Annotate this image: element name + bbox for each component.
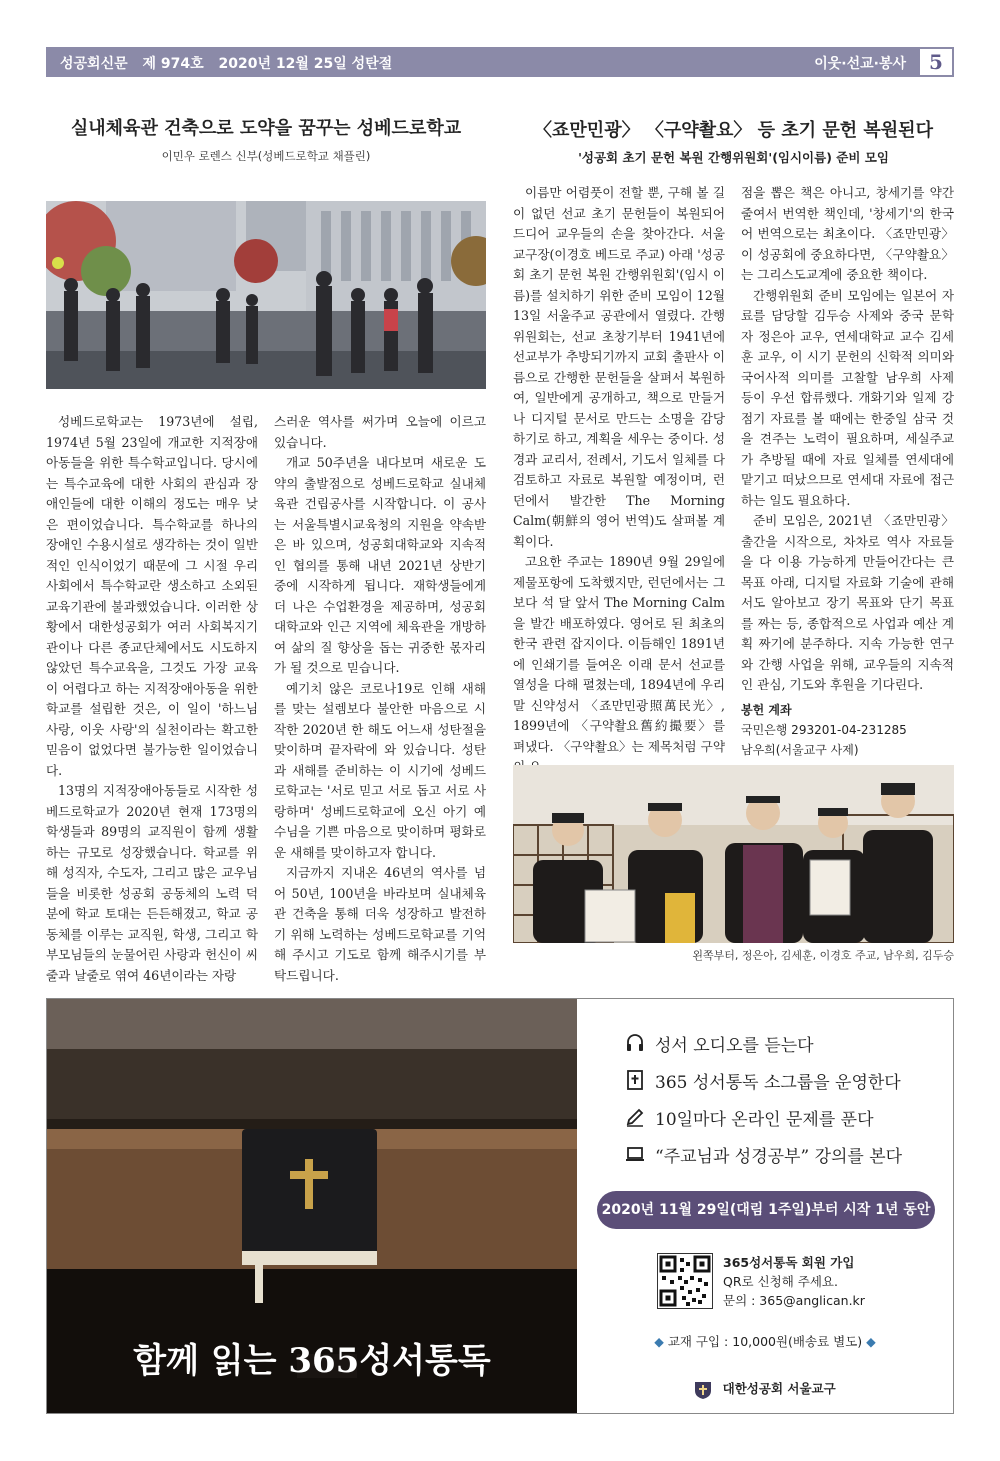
article2-paragraph: 이름만 어렴풋이 전할 뿐, 구해 볼 길이 없던 선교 초기 문헌들이 복원되어 드디어 교우들의 손을 찾아간다. 서울교구장(이경호 베드로 주교) 아래 '성공회 초기 문헌 복원 간행위원회'(임시 이름)를 설치하기 위한 준비 모임이 12월 13일 서울주교 공관에서 열렸다. 간행위원회는, 선교 초창기부터 1941년에 선교부가 추방되기까지 교회 출판사 이름으로 간행한 문헌들을 살펴서 복원하여, 일반에게 공개하고, 책으로 만들거나 디지털 문서로 만드는 소명을 감당하기로 하고, 계획을 세우는 중이다. 성경과 교리서, 전례서, 기도서 일체를 다 검토하고 자료로 복원할 예정이며, 런던에서 발간한 The Morning Calm(朝鮮의 영어 번역)도 살펴볼 계획이다.	[513, 185, 725, 549]
organization	[577, 1379, 953, 1400]
pencil-icon	[625, 1107, 645, 1127]
headphones-icon	[625, 1033, 645, 1053]
join-contact[interactable]: 문의 : 365@anglican.kr	[723, 1293, 865, 1308]
article1-paragraph: 지금까지 지내온 46년의 역사를 넘어 50년, 100년을 바라보며 실내체육관 건축을 통해 더욱 성장하고 발전하기 위해 노력하는 성베드로학교를 기억해 주시고 기도로 함께 해주시기를 부탁드립니다.	[274, 865, 486, 983]
article1-column-2	[274, 412, 486, 986]
bank-account: 국민은행 293201-04-231285	[741, 722, 907, 737]
article2-paragraph: 간행위원회 준비 모임에는 일본어 자료를 담당할 김두승 사제와 중국 문학자 정은아 교우, 연세대학교 교수 김세훈 교우, 이 시기 문헌의 신학적 의미와 국어사적 의미를 고찰할 남우희 사제 등이 우선 합류했다. 개화기와 일제 강점기 자료를 볼 때에는 한중일 삼국 것을 견주는 노력이 필요하며, 세실주교가 추방될 때에 자료 일체를 연세대에 맡기고 떠났으므로 연세대 자료에 접근하는 일도 필요하다.	[741, 287, 954, 508]
diocese-seal-icon	[694, 1380, 712, 1400]
school-photo-illustration	[46, 201, 486, 389]
article1-paragraph: 13명의 지적장애아동들로 시작한 성베드로학교가 2020년 현재 173명의 학생들과 89명의 교직원이 함께 생활하는 규모로 성장했습니다. 학교를 위해 성직자, 수도자, 그리고 많은 교우님들을 비롯한 성공회 공동체의 노력 덕분에 학교 토대는 든든해졌고, 학교 공동체를 이루는 교직원, 학생, 그리고 학부모님들의 눈물어린 사랑과 헌신이 씨줄과 날줄로 엮여 46년이라는 자랑	[46, 783, 258, 983]
article2-column-2	[741, 183, 954, 760]
paper-name: 성공회신문	[60, 56, 128, 72]
issue-number: 제 974호	[142, 56, 204, 72]
article1-paragraph: 예기치 않은 코로나19로 인해 새해를 맞는 설렘보다 불안한 마음으로 시작한 2020년 한 해도 어느새 성탄절을 맞이하며 끝자락에 와 있습니다. 성탄과 새해를 준비하는 이 시기에 성베드로학교는 '서로 믿고 서로 돕고 서로 사랑하며' 성베드로학교에 오신 아기 예수님을 기쁜 마음으로 맞이하며 평화로운 새해를 맞이하고자 합니다.	[274, 680, 486, 860]
organization-name: 대한성공회 서울교구	[722, 1381, 836, 1396]
diamond-icon: ◆	[654, 1334, 664, 1349]
issue-date: 2020년 12월 25일 성탄절	[218, 56, 393, 72]
diamond-icon: ◆	[866, 1334, 876, 1349]
article2-paragraph: 점을 뽑은 책은 아니고, 창세기를 약간 줄여서 번역한 책인데, '창세기'의 한국어 번역으로는 최초이다. 〈죠만민광〉이 성공회에 중요하다면, 〈구약촬요〉는 그리스도교계에 중요한 책이다.	[741, 185, 954, 282]
qr-code-icon	[658, 1254, 712, 1308]
join-title: 365성서통독 회원 가입	[723, 1255, 855, 1270]
committee-photo	[513, 765, 954, 943]
bible-icon	[625, 1070, 645, 1090]
program-period: 2020년 11월 29일(대림 1주일)부터 시작 1년 동안	[597, 1191, 935, 1229]
bible-photo	[47, 999, 577, 1413]
article1-paragraph: 성베드로학교는 1973년에 설립, 1974년 5월 23일에 개교한 지적장애아동들을 위한 특수학교입니다. 당시에는 특수교육에 대한 사회의 관심과 장애인들에 대한 이해의 정도는 매우 낮은 편이었습니다. 특수학교를 하나의 장애인 수용시설로 생각하는 것이 일반적인 인식이었기 때문에 그 시절 우리 사회에서 특수학교란 생소하고 소외된 교육기관에 불과했었습니다. 이러한 상황에서 대한성공회가 여러 사회복지기관이나 다른 종교단체에서도 시도하지 않았던 특수교육을, 그것도 가장 교육이 어렵다고 하는 지적장애아동을 위한 학교를 설립한 것은, 이 일이 '하느님 사랑, 이웃 사랑'의 실천이라는 확고한 믿음이 없었다면 불가능한 일이었습니다.	[46, 414, 258, 778]
article1-paragraph: 개교 50주년을 내다보며 새로운 도약의 출발점으로 성베드로학교 실내체육관 건립공사를 시작합니다. 이 공사는 서울특별시교육청의 지원을 약속받은 바 있으며, 성공회대학교와 지속적인 협의를 통해 내년 2021년 상반기 중에 시작하게 됩니다. 재학생들에게 더 나은 수업환경을 제공하며, 성공회대학교와 인근 지역에 체육관을 개방하여 삶의 질 향상을 돕는 귀중한 몫자리가 될 것으로 믿습니다.	[274, 455, 486, 675]
article2-paragraph: 고요한 주교는 1890년 9월 29일에 제물포항에 도착했지만, 런던에서는 그보다 석 달 앞서 The Morning Calm을 발간 배포하였다. 영어로 된 최초의 한국 관련 잡지이다. 이듬해인 1891년에 인쇄기를 들여온 이래 문서 선교를 열성을 다해 펼쳤는데, 1894년에 우리말 신약성서 〈죠만민광照萬民光〉, 1899년에 〈구약촬요舊約撮要〉를 펴냈다. 〈구약촬요〉는 제목처럼 구약	[513, 554, 725, 754]
article2-column-1	[513, 183, 725, 778]
page-header	[46, 47, 954, 77]
article1-byline: 이민우 로렌스 신부(성베드로학교 채플린)	[161, 149, 371, 163]
account-holder: 남우희(서울교구 사제)	[741, 742, 859, 757]
section-name: 이웃·선교·봉사	[814, 56, 906, 72]
join-instruction: QR로 신청해 주세요.	[723, 1274, 838, 1289]
page-number: 5	[918, 47, 954, 77]
photo-caption: 왼쪽부터, 정은아, 김세훈, 이경호 주교, 남우희, 김두승	[692, 949, 954, 962]
ad-item-text: 10일마다 온라인 문제를 푼다	[655, 1110, 874, 1130]
laptop-icon	[625, 1144, 645, 1164]
textbook-price	[577, 1332, 953, 1350]
ad-item-text: 365 성서통독 소그룹을 운영한다	[655, 1073, 901, 1093]
article2-subtitle: '성공회 초기 문헌 복원 간행위원회'(임시이름) 준비 모임	[578, 150, 889, 165]
article1-paragraph: 스러운 역사를 써가며 오늘에 이르고 있습니다.	[274, 414, 486, 450]
donation-label: 봉헌 계좌	[741, 702, 792, 717]
ad-item-text: “주교님과 성경공부” 강의를 본다	[655, 1147, 903, 1167]
qr-code[interactable]	[657, 1253, 713, 1309]
article1-column-1	[46, 412, 258, 986]
article2-title: 〈죠만민광〉 〈구약촬요〉 등 초기 문헌 복원된다	[534, 120, 933, 141]
reading-program-ad	[46, 998, 954, 1414]
article2-paragraph: 준비 모임은, 2021년 〈죠만민광〉 출간을 시작으로, 차차로 역사 자료들을 다 이용 가능하게 만들어간다는 큰 목표 아래, 디지털 자료화 기술에 관해서도 알아보고 장기 목표와 단기 목표를 짜는 등, 종합적으로 사업과 예산 계획 짜기에 분주하다. 지속 가능한 연구와 간행 사업을 위해, 교우들의 지속적인 관심, 기도와 후원을 기다린다.	[741, 513, 954, 692]
school-photo	[46, 201, 486, 389]
ad-item-text: 성서 오디오를 듣는다	[655, 1036, 814, 1056]
ad-info	[577, 999, 953, 1413]
committee-photo-illustration	[513, 765, 954, 943]
price-text: 교재 구입 : 10,000원(배송료 별도)	[667, 1334, 863, 1349]
membership-info	[723, 1253, 865, 1310]
article1-title: 실내체육관 건축으로 도약을 꿈꾸는 성베드로학교	[70, 118, 462, 139]
ad-title: 함께 읽는 365성서통독	[133, 1341, 491, 1381]
header-left	[60, 53, 402, 73]
